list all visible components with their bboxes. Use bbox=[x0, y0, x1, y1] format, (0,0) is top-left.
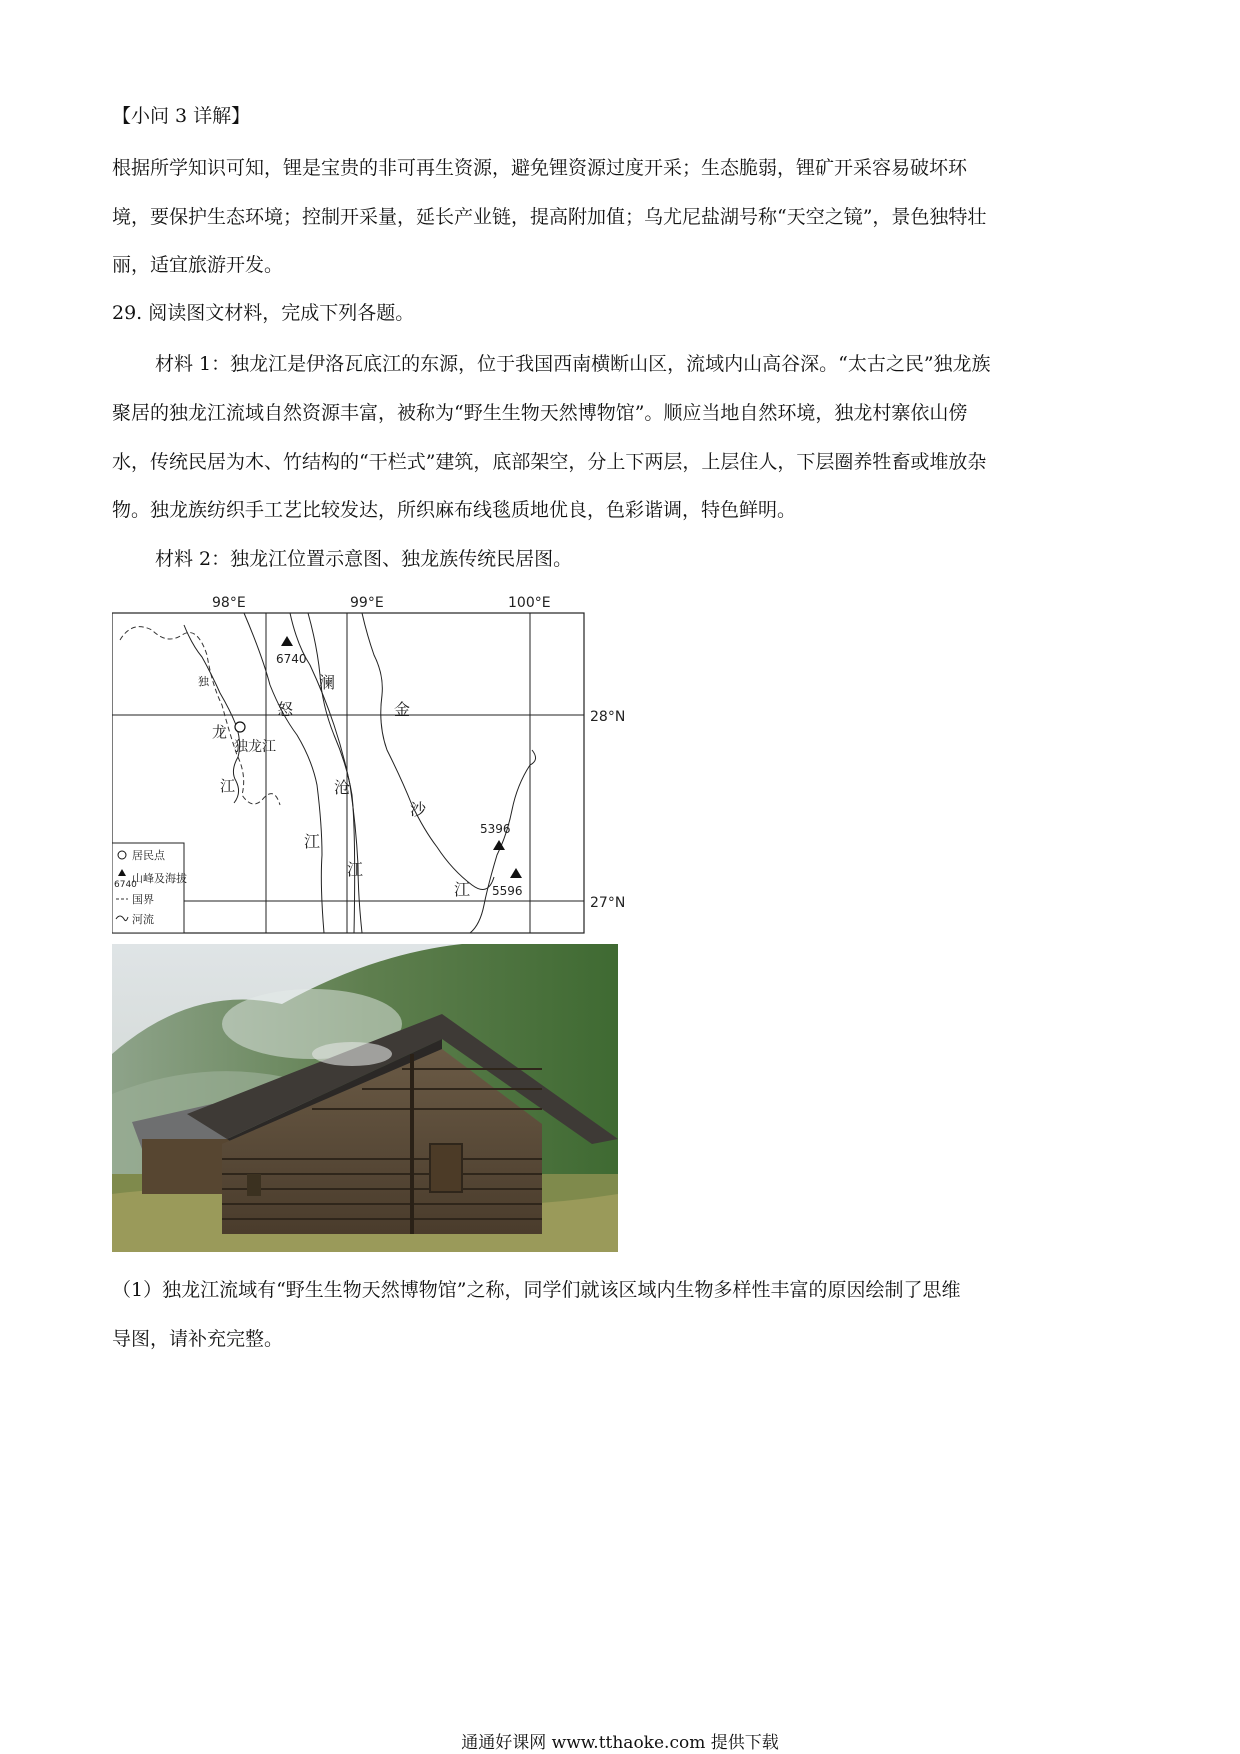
legend-peak-sample: 6740 bbox=[114, 880, 137, 890]
lon-label-100: 100°E bbox=[508, 595, 551, 611]
material-line: 聚居的独龙江流域自然资源丰富，被称为“野生生物天然博物馆”。顺应当地自然环境，独龙村寨依山傍 bbox=[112, 402, 968, 424]
material-2: 材料 2：独龙江位置示意图、独龙族传统民居图。 bbox=[155, 548, 573, 570]
river-char: 江 bbox=[304, 832, 321, 851]
dulong-river-location-map bbox=[112, 585, 632, 935]
question-title: 29. 阅读图文材料，完成下列各题。 bbox=[112, 302, 415, 324]
lat-label-28: 28°N bbox=[590, 709, 626, 725]
legend-river-label: 河流 bbox=[132, 913, 154, 926]
lat-label-27: 27°N bbox=[590, 895, 626, 911]
settlement-marker bbox=[235, 722, 245, 732]
river-char: 金 bbox=[394, 700, 411, 719]
answer-line: 境，要保护生态环境；控制开采量，延长产业链，提高附加值；乌尤尼盐湖号称“天空之镜”，景色独特壮 bbox=[112, 206, 987, 228]
dulong-traditional-house-photo bbox=[112, 944, 618, 1252]
river-char: 沧 bbox=[334, 778, 351, 797]
question-line: （1）独龙江流域有“野生生物天然博物馆”之称，同学们就该区域内生物多样性丰富的原因绘制了思维 bbox=[112, 1279, 961, 1301]
river-char: 独 bbox=[198, 675, 209, 688]
legend-peak-label: 山峰及海拔 bbox=[132, 872, 187, 885]
river-char: 沙 bbox=[410, 800, 427, 819]
legend-border-label: 国界 bbox=[132, 893, 154, 906]
footer: 通通好课网 www.tthaoke.com 提供下载 bbox=[461, 1733, 779, 1753]
river-char: 江 bbox=[454, 880, 471, 899]
river-char: 江 bbox=[347, 860, 364, 879]
section-heading: 【小问 3 详解】 bbox=[112, 105, 251, 127]
material-line: 材料 1：独龙江是伊洛瓦底江的东源，位于我国西南横断山区，流域内山高谷深。“太古之民”独龙族 bbox=[155, 353, 991, 375]
lon-label-98: 98°E bbox=[212, 595, 246, 611]
legend-settlement-icon bbox=[118, 851, 126, 859]
answer-line: 根据所学知识可知，锂是宝贵的非可再生资源，避免锂资源过度开采；生态脆弱，锂矿开采容易破坏环 bbox=[112, 157, 968, 179]
answer-line: 丽，适宜旅游开发。 bbox=[112, 254, 284, 276]
peak-elevation: 6740 bbox=[276, 652, 307, 666]
question-line: 导图，请补充完整。 bbox=[112, 1328, 284, 1350]
lon-label-99: 99°E bbox=[350, 595, 384, 611]
legend-settlement-label: 居民点 bbox=[132, 849, 165, 862]
peak-elevation: 5396 bbox=[480, 822, 511, 836]
river-char: 怒 bbox=[277, 700, 294, 719]
river-char: 江 bbox=[220, 777, 236, 795]
river-char: 龙 bbox=[212, 723, 228, 741]
river-char: 澜 bbox=[319, 673, 336, 692]
settlement-label: 独龙江 bbox=[234, 739, 276, 755]
material-line: 物。独龙族纺织手工艺比较发达，所织麻布线毯质地优良，色彩谐调，特色鲜明。 bbox=[112, 499, 797, 521]
material-line: 水，传统民居为木、竹结构的“干栏式”建筑，底部架空，分上下两层，上层住人，下层圈养牲畜或堆放杂 bbox=[112, 451, 987, 473]
peak-elevation: 5596 bbox=[492, 884, 523, 898]
